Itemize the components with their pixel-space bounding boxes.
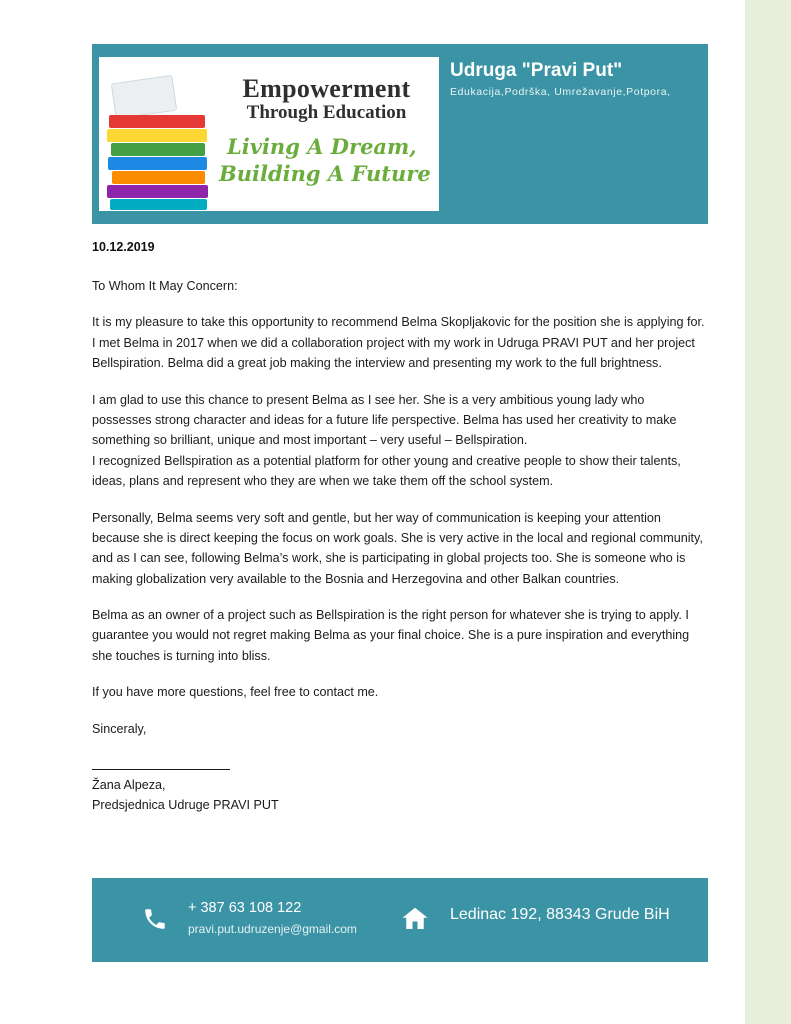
letter-paragraph: I am glad to use this chance to present Belma as I see her. She is a very ambitious young lady who possesses strong character and ideas for a future life perspective. Belma has used her creativity to make something so brilliant, unique and most important – very useful – Bellspiration. — [92, 392, 677, 448]
footer-email-address: pravi.put.udruzenje@gmail.com — [188, 922, 357, 936]
logo-line-2: Through Education — [246, 102, 407, 124]
signer-title: Predsjednica Udruge PRAVI PUT — [92, 797, 279, 812]
letter-paragraph: It is my pleasure to take this opportunity to recommend Belma Skopljakovic for the position she is applying for. I met Belma in 2017 when we did a collaboration project with my work in Udruga PRAVI PUT and her project Bellspiration. Belma did a great job making the interview and presenting my work to the full brightness. — [92, 315, 705, 371]
letter-closing: Sinceraly, — [92, 721, 147, 736]
organization-name: Udruga "Pravi Put" — [450, 60, 623, 81]
footer-address: Ledinac 192, 88343 Grude BiH — [450, 906, 670, 923]
phone-icon — [142, 906, 168, 932]
footer-phone-number: + 387 63 108 122 — [188, 900, 302, 916]
footer-banner — [92, 878, 708, 962]
letter-paragraph: Personally, Belma seems very soft and gentle, but her way of communication is keeping your attention because she is direct keeping the focus on work goals. She is very active in the local and regional community, and as I can see, following Belma’s work, she is participating in global projects too. She is someone who is making globalization very available to the Bosnia and Herzegovina and other Balkan countries. — [92, 510, 703, 586]
letterhead-banner — [92, 44, 708, 224]
letter-salutation: To Whom It May Concern: — [92, 279, 238, 293]
letter-body — [92, 240, 706, 815]
logo-line-1: Empowerment — [242, 74, 411, 103]
letter-date: 10.12.2019 — [92, 240, 155, 254]
letter-paragraph: I recognized Bellspiration as a potential platform for other young and creative people to show their talents, ideas, plans and represent who they are when we take them off the school system. — [92, 453, 681, 489]
logo-script-1: Living A Dream, — [227, 134, 417, 160]
book-icon — [110, 199, 207, 210]
book-icon — [112, 171, 205, 184]
organization-tagline: Edukacija,Podrška, Umrežavanje,Potpora, — [450, 86, 671, 98]
book-stack-icon — [107, 75, 215, 205]
letter-paragraph: If you have more questions, feel free to contact me. — [92, 685, 379, 700]
signer-name: Žana Alpeza, — [92, 778, 166, 793]
book-icon — [107, 129, 207, 142]
logo-script-2: Building A Future — [219, 161, 431, 187]
book-icon — [111, 143, 205, 156]
open-pages-icon — [111, 75, 177, 119]
logo-wordmark — [219, 75, 434, 188]
letter-paragraph: Belma as an owner of a project such as Bellspiration is the right person for whatever she is trying to apply. I guarantee you would not regret making Belma as your final choice. She is a pure inspiration and everything she touches is turning into bliss. — [92, 608, 690, 663]
organization-logo — [99, 57, 439, 211]
signature-line — [92, 769, 230, 770]
book-icon — [107, 185, 208, 198]
home-icon — [400, 904, 430, 934]
book-icon — [108, 157, 207, 170]
book-icon — [109, 115, 205, 128]
